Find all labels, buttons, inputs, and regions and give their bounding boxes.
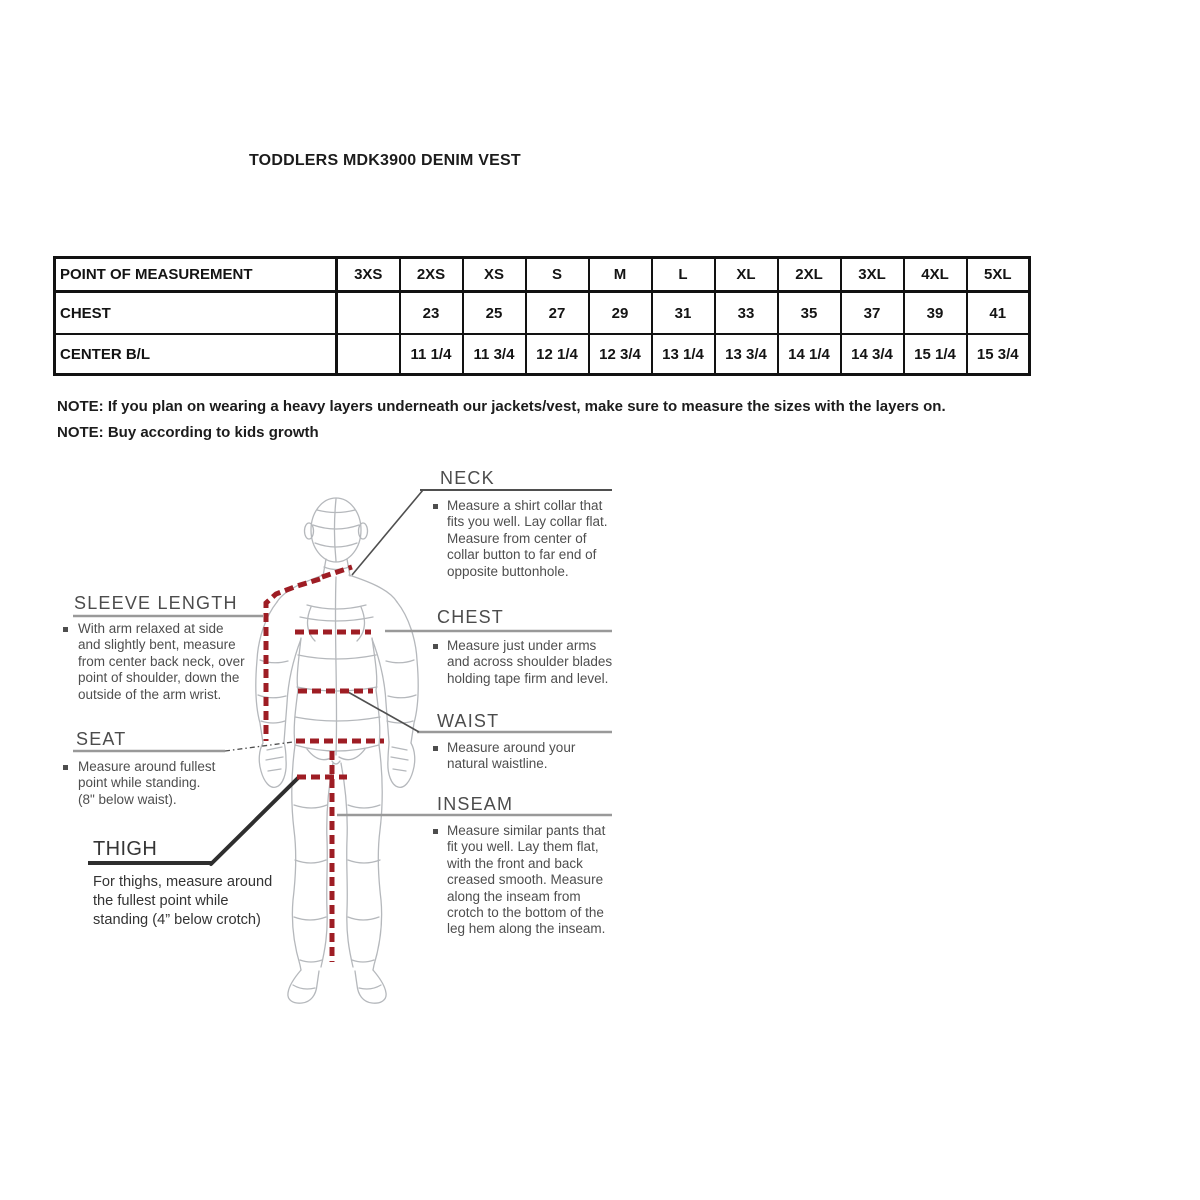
column-header-size: 5XL: [967, 258, 1030, 292]
text-line: With arm relaxed at side: [78, 621, 224, 636]
cell-value: 39: [904, 292, 967, 335]
cell-value: 12 3/4: [589, 334, 652, 375]
column-header-size: 4XL: [904, 258, 967, 292]
column-header-size: 2XL: [778, 258, 841, 292]
heading-chest: CHEST: [437, 607, 505, 627]
table-row-center-bl: [55, 334, 1030, 375]
bullet-marker: [63, 765, 68, 770]
cell-value: [337, 334, 400, 375]
cell-value: 35: [778, 292, 841, 335]
cell-value: 27: [526, 292, 589, 335]
thigh-description: [93, 873, 272, 930]
sleeve-length-description: [78, 621, 245, 703]
note-kids-growth: NOTE: Buy according to kids growth: [57, 424, 319, 441]
text-line: point while standing.: [78, 775, 201, 791]
inseam-description: [447, 823, 605, 938]
neck-callout-diagonal: [352, 490, 423, 575]
cell-value: 31: [652, 292, 715, 335]
text-line: Measure around fullest: [78, 759, 216, 774]
text-line: Measure from center of: [447, 530, 587, 546]
column-header-size: S: [526, 258, 589, 292]
column-header-size: XS: [463, 258, 526, 292]
bullet-marker: [433, 746, 438, 751]
bullet-marker: [433, 829, 438, 834]
cell-value: 15 1/4: [904, 334, 967, 375]
page-title: TODDLERS MDK3900 DENIM VEST: [249, 152, 521, 169]
cell-value: 37: [841, 292, 904, 335]
heading-inseam: INSEAM: [437, 794, 514, 814]
neck-description: [447, 498, 608, 580]
cell-value: 15 3/4: [967, 334, 1030, 375]
chest-description: [447, 638, 612, 687]
cell-value: 13 1/4: [652, 334, 715, 375]
text-line: leg hem along the inseam.: [447, 921, 606, 937]
cell-value: 41: [967, 292, 1030, 335]
text-line: the fullest point while: [93, 893, 229, 909]
text-line: For thighs, measure around: [93, 874, 273, 890]
cell-value: 33: [715, 292, 778, 335]
cell-value: 12 1/4: [526, 334, 589, 375]
bullet-marker: [433, 644, 438, 649]
heading-seat: SEAT: [76, 729, 127, 749]
text-line: along the inseam from: [447, 888, 581, 904]
text-line: from center back neck, over: [78, 653, 245, 669]
measurement-diagram: [55, 455, 635, 1015]
text-line: crotch to the bottom of the: [447, 905, 604, 921]
text-line: standing (4” below crotch): [93, 912, 261, 928]
column-header-size: 2XS: [400, 258, 463, 292]
text-line: holding tape firm and level.: [447, 670, 609, 686]
text-line: Measure similar pants that: [447, 823, 606, 838]
text-line: collar button to far end of: [447, 547, 597, 563]
table-row-chest: [55, 292, 1030, 335]
text-line: creased smooth. Measure: [447, 872, 604, 888]
text-line: (8" below waist).: [78, 791, 177, 807]
row-label: CENTER B/L: [55, 334, 337, 375]
text-line: fit you well. Lay them flat,: [447, 839, 599, 855]
text-line: Measure a shirt collar that: [447, 498, 603, 513]
text-line: opposite buttonhole.: [447, 563, 569, 579]
cell-value: 23: [400, 292, 463, 335]
text-line: and slightly bent, measure: [78, 637, 236, 653]
column-header-size: 3XS: [337, 258, 400, 292]
text-line: natural waistline.: [447, 756, 548, 772]
measurement-dash-lines: [266, 567, 384, 962]
heading-waist: WAIST: [437, 711, 500, 731]
column-header-point-of-measurement: POINT OF MEASUREMENT: [55, 258, 337, 292]
waist-description: [447, 740, 575, 773]
text-line: point of shoulder, down the: [78, 670, 240, 686]
column-header-size: M: [589, 258, 652, 292]
cell-value: 25: [463, 292, 526, 335]
column-header-size: 3XL: [841, 258, 904, 292]
cell-value: 14 3/4: [841, 334, 904, 375]
text-line: Measure just under arms: [447, 638, 597, 653]
bullet-marker: [433, 504, 438, 509]
table-header-row: [55, 258, 1030, 292]
text-line: outside of the arm wrist.: [78, 686, 222, 702]
bullet-marker: [63, 627, 68, 632]
column-header-size: L: [652, 258, 715, 292]
cell-value: 11 1/4: [400, 334, 463, 375]
cell-value: 11 3/4: [463, 334, 526, 375]
cell-value: 14 1/4: [778, 334, 841, 375]
text-line: with the front and back: [447, 855, 583, 871]
seat-callout-diagonal: [225, 742, 293, 751]
sleeve-measure-line: [266, 579, 320, 741]
thigh-callout-diagonal: [211, 778, 298, 864]
size-chart-table: [53, 256, 1031, 376]
cell-value: 29: [589, 292, 652, 335]
text-line: and across shoulder blades: [447, 654, 613, 670]
row-label: CHEST: [55, 292, 337, 335]
text-line: Measure around your: [447, 740, 576, 755]
seat-description: [78, 759, 215, 808]
heading-neck: NECK: [440, 468, 495, 488]
heading-thigh: THIGH: [93, 838, 158, 860]
waist-callout-diagonal: [348, 692, 419, 732]
text-line: fits you well. Lay collar flat.: [447, 514, 608, 530]
heading-sleeve-length: SLEEVE LENGTH: [74, 593, 238, 613]
cell-value: [337, 292, 400, 335]
column-header-size: XL: [715, 258, 778, 292]
note-layers: NOTE: If you plan on wearing a heavy layers underneath our jackets/vest, make sure to measure the sizes with the layers on.: [57, 398, 946, 415]
cell-value: 13 3/4: [715, 334, 778, 375]
